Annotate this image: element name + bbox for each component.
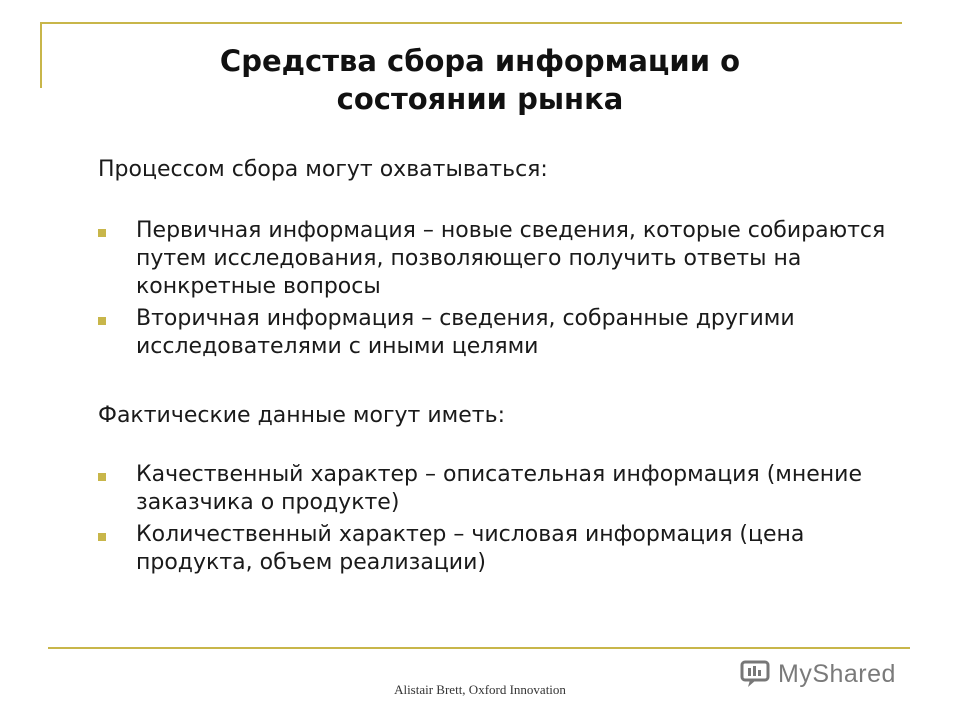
- title-line-2: состоянии рынка: [336, 82, 624, 116]
- myshared-logo[interactable]: [740, 657, 896, 691]
- section1-list: [98, 217, 938, 361]
- bullet-icon: [98, 229, 106, 237]
- slide-title: [80, 42, 880, 118]
- logo-text: MyShared: [778, 659, 896, 688]
- list-item: Первичная информация – новые сведения, которые собираются путем исследования, позволяющего получить ответы на конкретные вопросы: [98, 217, 936, 301]
- bullet-icon: [98, 317, 106, 325]
- slide-body: [98, 155, 938, 577]
- section1-heading: Процессом сбора могут охватываться:: [98, 157, 548, 182]
- top-rule: [40, 22, 902, 24]
- bullet-icon: [98, 533, 106, 541]
- left-rule: [40, 22, 42, 88]
- section2-heading: Фактические данные могут иметь:: [98, 403, 505, 428]
- footer-credit: Alistair Brett, Oxford Innovation: [394, 682, 566, 697]
- list-item: Количественный характер – числовая информация (цена продукта, объем реализации): [98, 521, 896, 577]
- bottom-rule: [48, 647, 910, 649]
- section2-list: [98, 461, 938, 577]
- list-item: Качественный характер – описательная информация (мнение заказчика о продукте): [98, 461, 906, 517]
- title-line-1: Средства сбора информации о: [219, 44, 741, 78]
- myshared-logo-icon: [740, 659, 774, 689]
- list-item: Вторичная информация – сведения, собранные другими исследователями с иными целями: [98, 305, 936, 361]
- bullet-icon: [98, 473, 106, 481]
